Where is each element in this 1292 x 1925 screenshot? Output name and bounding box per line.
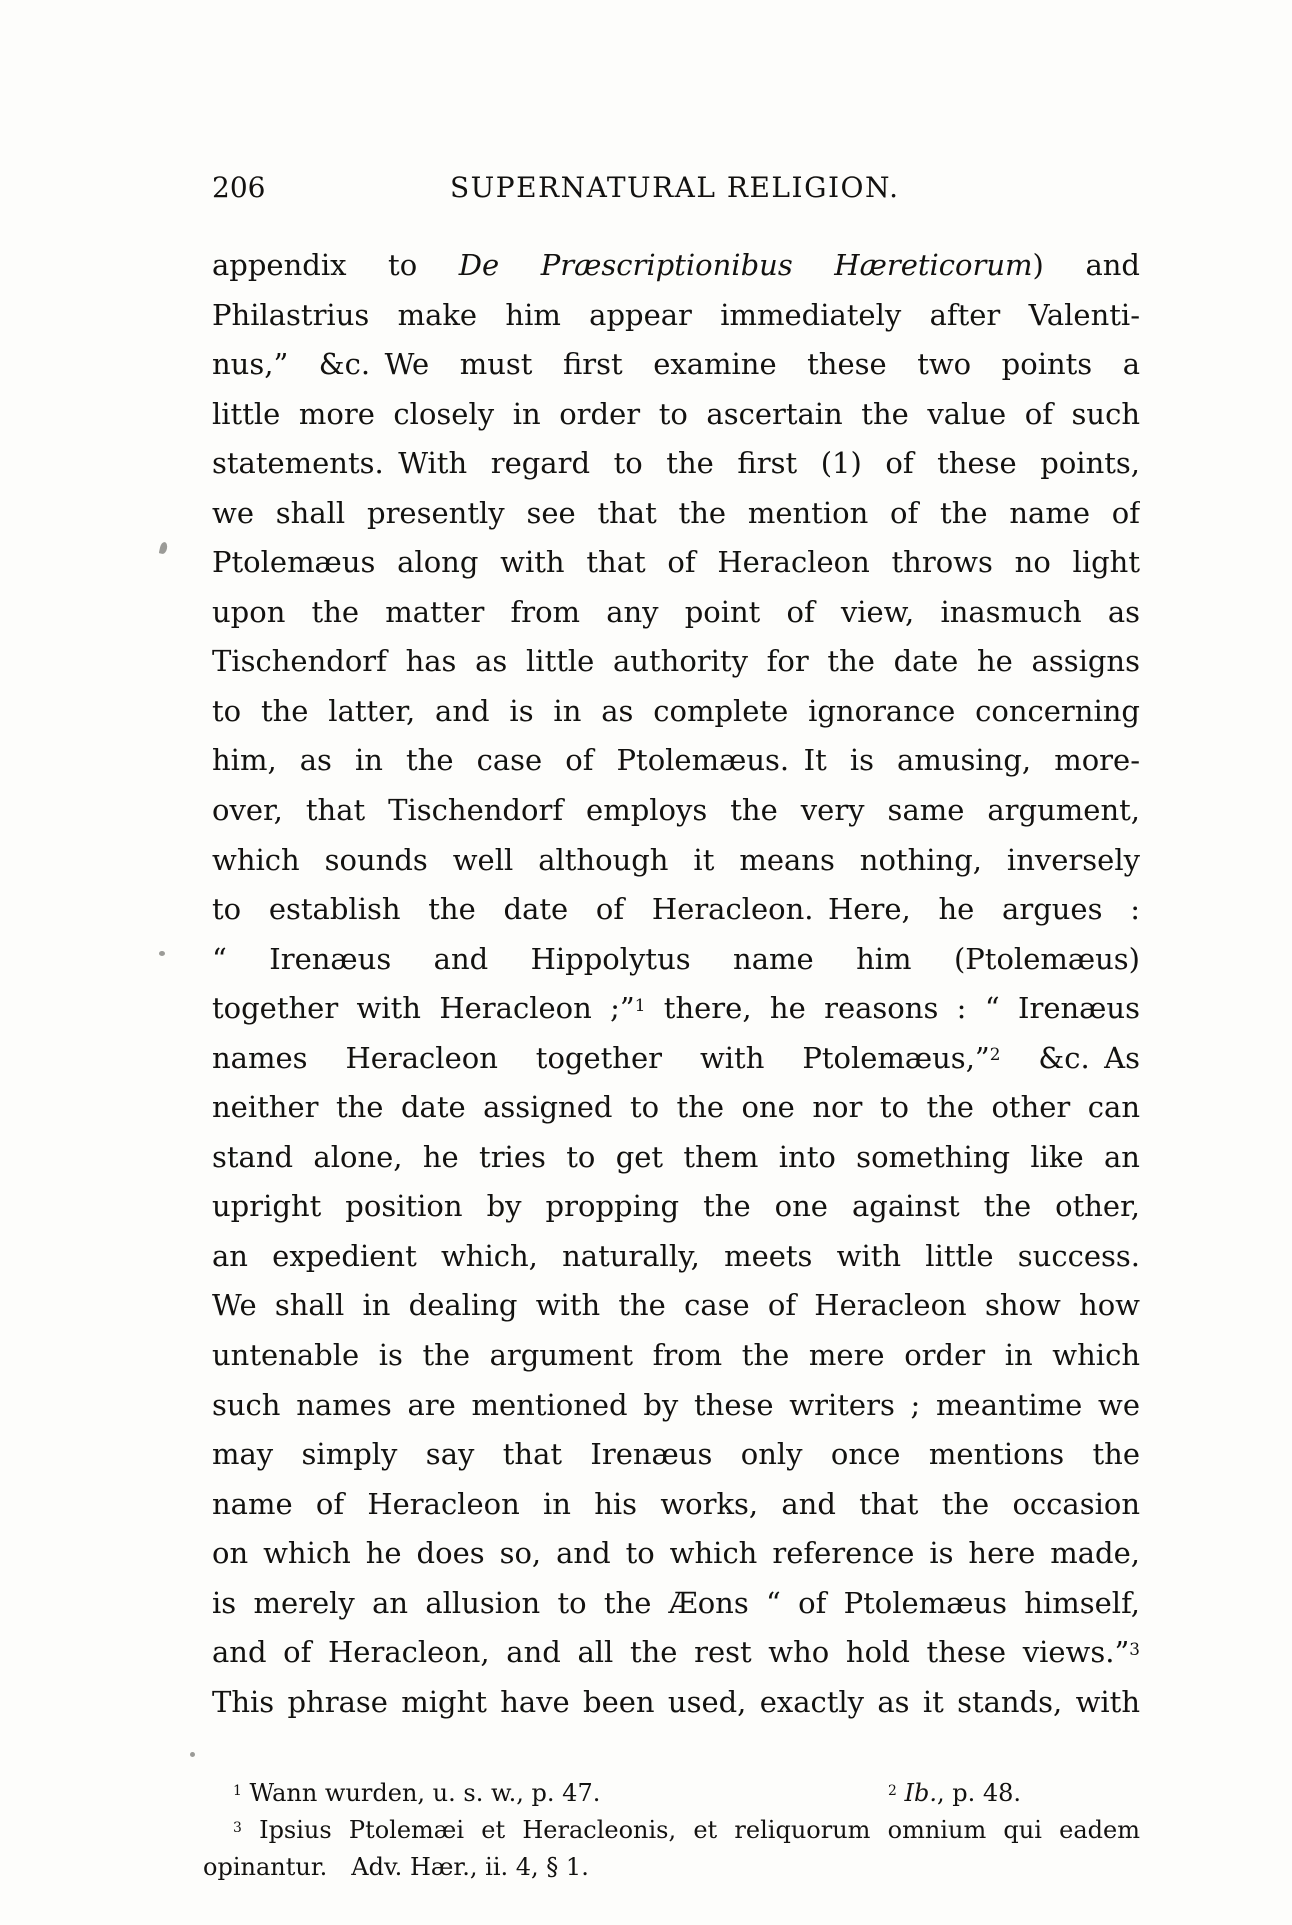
text-line: to establish the date of Heracleon. Here, he argues : xyxy=(212,892,1140,927)
text-line: stand alone, he tries to get them into something like an xyxy=(212,1139,1140,1174)
text-line: together with Heracleon ;”$^1$ there, he reasons : “ Irenæus xyxy=(212,991,1140,1026)
text-line: on which he does so, and to which reference is here made, xyxy=(212,1536,1140,1571)
footnote-1: $^1$ Wann wurden, u. s. w., p. 47. xyxy=(233,1779,601,1807)
text-line: Ptolemæus along with that of Heracleon throws no light xyxy=(212,545,1140,580)
text-line: over, that Tischendorf employs the very same argument, xyxy=(212,793,1140,828)
body-paragraph xyxy=(212,241,1140,1727)
text-line: Tischendorf has as little authority for the date he assigns xyxy=(212,644,1140,679)
text-line: such names are mentioned by these writers ; meantime we xyxy=(212,1387,1140,1422)
text-line: appendix to De Præscriptionibus Hæreticorum) and xyxy=(212,248,1140,282)
footnote-row xyxy=(212,1775,1140,1812)
text-line: name of Heracleon in his works, and that the occasion xyxy=(212,1486,1140,1521)
text-line: nus,” &c. We must first examine these two points a xyxy=(212,347,1140,382)
text-line: which sounds well although it means nothing, inversely xyxy=(212,842,1140,877)
text-line: to the latter, and is in as complete ignorance concerning xyxy=(212,693,1140,728)
text-line: names Heracleon together with Ptolemæus,”$^2$ &c. As xyxy=(212,1040,1140,1075)
footnotes-section xyxy=(203,1775,1140,1886)
text-line: upright position by propping the one against the other, xyxy=(212,1189,1140,1224)
text-line: Philastrius make him appear immediately after Valenti- xyxy=(212,297,1140,332)
text-line: may simply say that Irenæus only once mentions the xyxy=(212,1437,1140,1472)
footnote-2: $^2$ Ib., p. 48. xyxy=(888,1779,1022,1807)
text-line: This phrase might have been used, exactly as it stands, with xyxy=(212,1684,1140,1719)
text-line: We shall in dealing with the case of Heracleon show how xyxy=(212,1288,1140,1323)
text-line: neither the date assigned to the one nor to the other can xyxy=(212,1090,1140,1125)
text-line: upon the matter from any point of view, inasmuch as xyxy=(212,594,1140,629)
footnote-3-line-2: opinantur. Adv. Hær., ii. 4, § 1. xyxy=(203,1853,589,1881)
text-line: untenable is the argument from the mere order in which xyxy=(212,1338,1140,1373)
text-line: an expedient which, naturally, meets with little success. xyxy=(212,1238,1140,1273)
scan-speck xyxy=(190,1752,195,1757)
text-line: is merely an allusion to the Æons “ of Ptolemæus himself, xyxy=(212,1585,1140,1620)
running-title: SUPERNATURAL RELIGION. xyxy=(450,171,900,204)
footnote-3-line-1: $^3$ Ipsius Ptolemæi et Heracleonis, et reliquorum omnium qui eadem xyxy=(233,1816,1140,1844)
text-line: and of Heracleon, and all the rest who hold these views.”$^3$ xyxy=(212,1635,1140,1670)
scan-speck xyxy=(159,951,165,956)
text-line: little more closely in order to ascertain the value of such xyxy=(212,396,1140,431)
text-line: we shall presently see that the mention of the name of xyxy=(212,495,1140,530)
text-line: “ Irenæus and Hippolytus name him (Ptolemæus) xyxy=(212,941,1140,976)
scan-speck xyxy=(159,541,168,554)
text-line: him, as in the case of Ptolemæus. It is amusing, more- xyxy=(212,743,1140,778)
text-line: statements. With regard to the first (1) of these points, xyxy=(212,446,1140,481)
page-number: 206 xyxy=(212,171,266,204)
